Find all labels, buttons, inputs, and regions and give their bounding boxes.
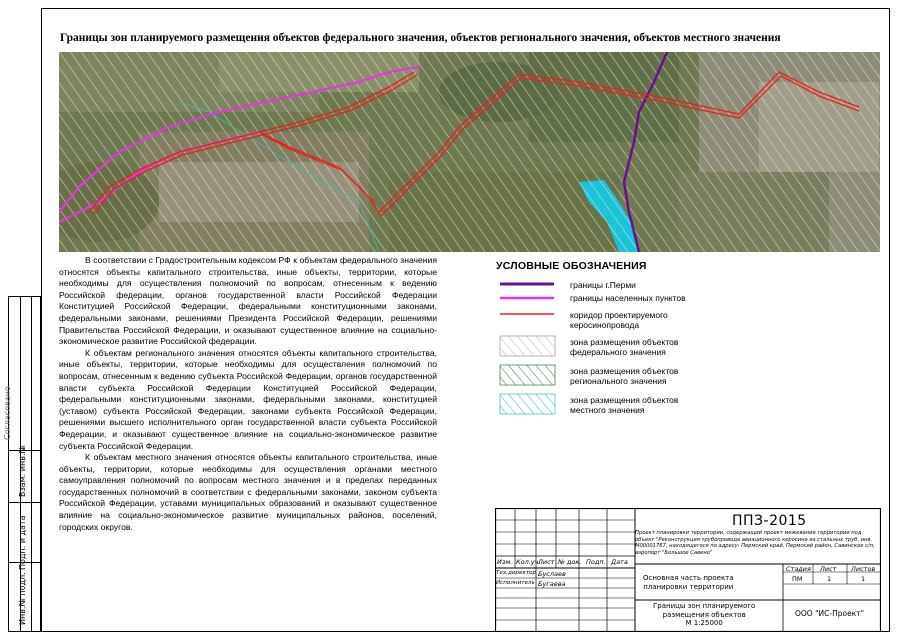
paragraph-local: К объектам местного значения относятся объекты капитального строительства, иные объекты, территории, которые необходимы для осуществления органами местного самоуправления полномочий по вопросам местного значения и в пределах переданных государственных полномочий в соответствии с федеральными законами, законом субъекта Российской Федерации, уставами муниципальных образований и оказывают существенное влияние на социально-экономическое развитие муниципальных районов, поселений, городских округов.: [59, 452, 437, 532]
magenta-line-icon: [498, 293, 558, 303]
legend-title: УСЛОВНЫЕ ОБОЗНАЧЕНИЯ: [496, 260, 647, 272]
legend-label: коридор проектируемого керосинопровода: [570, 310, 668, 330]
legend-label: границы населенных пунктов: [570, 293, 686, 303]
name-executor: Бугаева: [538, 580, 566, 588]
header-izm: Изм.: [497, 558, 513, 566]
drawing-title: Границы зон планируемого размещения объектов М 1:25000: [653, 602, 756, 627]
body-text: [59, 255, 437, 533]
legend-label: границы г.Перми: [570, 280, 636, 290]
val-sheets: 1: [861, 575, 866, 583]
col-sheets: Листов: [851, 565, 876, 573]
sheet-title: Основная часть проекта планировки территории: [643, 574, 734, 591]
purple-line-icon: [498, 279, 558, 289]
project-description: Проект планировки территории, содержащий проект межевания территории под объект "Реконструкция трубопровода авиационного керосина из стальных труб, инв. М00001767, находящегося по адресу: Пермский край, Пермский район, Савинское с/п, аэропорт "Большое Савино": [635, 530, 875, 556]
page-title: Границы зон планируемого размещения объектов федерального значения, объектов регионального значения, объектов местного значения: [60, 32, 781, 44]
col-sheet: Лист: [820, 565, 837, 573]
val-sheet: 1: [827, 575, 832, 583]
role-tech-director: Тех.директор: [496, 570, 537, 576]
side-label-sign: Подп. и дата: [18, 515, 27, 570]
val-stage: ПМ: [792, 575, 803, 583]
legend: [496, 260, 826, 415]
header-date: Дата: [611, 558, 628, 566]
header-doc: № док.: [558, 558, 582, 566]
side-label-inv: Инв.№ подл.: [18, 572, 27, 625]
teal-hatch-icon: [498, 393, 558, 415]
name-tech-director: Буслаев: [538, 570, 566, 578]
company-name: ООО "ИС-Проект": [795, 609, 865, 618]
legend-label: зона размещения объектов регионального значения: [570, 366, 679, 386]
paragraph-federal: В соответствии с Градостроительным кодексом РФ к объектам федерального значения относятся объекты капитального строительства, иные объекты, территории, которые необходимы для осуществления полномочий по вопросам, отнесенным к ведению Российской федерации, органов государственной власти Российской Федерации Конституцией Российской Федерации, федеральными конституционными законами, федеральными законами, решениями Президента Российской Федерации, решениями Правительства Российской Федерации, и оказывают существенное влияние на социально-экономическое развитие Российской федерации.: [59, 255, 437, 347]
title-block: [495, 508, 881, 632]
gray-hatch-icon: [498, 335, 558, 357]
satellite-map: [59, 52, 880, 252]
side-label-replace: Взам. инв.№: [18, 445, 27, 497]
document-code: ППЗ-2015: [732, 513, 807, 529]
legend-label: зона размещения объектов федерального значения: [570, 337, 679, 357]
role-executor: Исполнитель: [496, 580, 535, 586]
red-line-icon: [498, 309, 558, 319]
header-sign: Подп.: [586, 558, 606, 566]
green-hatch-icon: [498, 364, 558, 386]
header-list: Лист: [538, 558, 555, 566]
legend-label: зона размещения объектов местного значения: [570, 395, 679, 415]
paragraph-regional: К объектам регионального значения относятся объекты капитального строительства, иные объекты, территории, которые необходимы для осуществления полномочий по вопросам, отнесенным к ведению субъекта Российской Федерации, органов государственной власти субъекта Российской Федерации Конституцией Российской Федерации, федеральными конституционными законами, федеральными законами, конституцией (уставом) субъекта Российской Федерации, законами субъекта Российской Федерации, решениями высшего исполнительного орган государственной власти субъекта Российской Федерации, и оказывают существенное влияние на социально-экономическое развитие субъекта Российской Федерации.: [59, 347, 437, 451]
side-label-agreed: Согласовано: [3, 386, 12, 440]
col-stage: Стадия: [786, 565, 811, 573]
header-kol: Кол.уч.: [516, 558, 541, 566]
